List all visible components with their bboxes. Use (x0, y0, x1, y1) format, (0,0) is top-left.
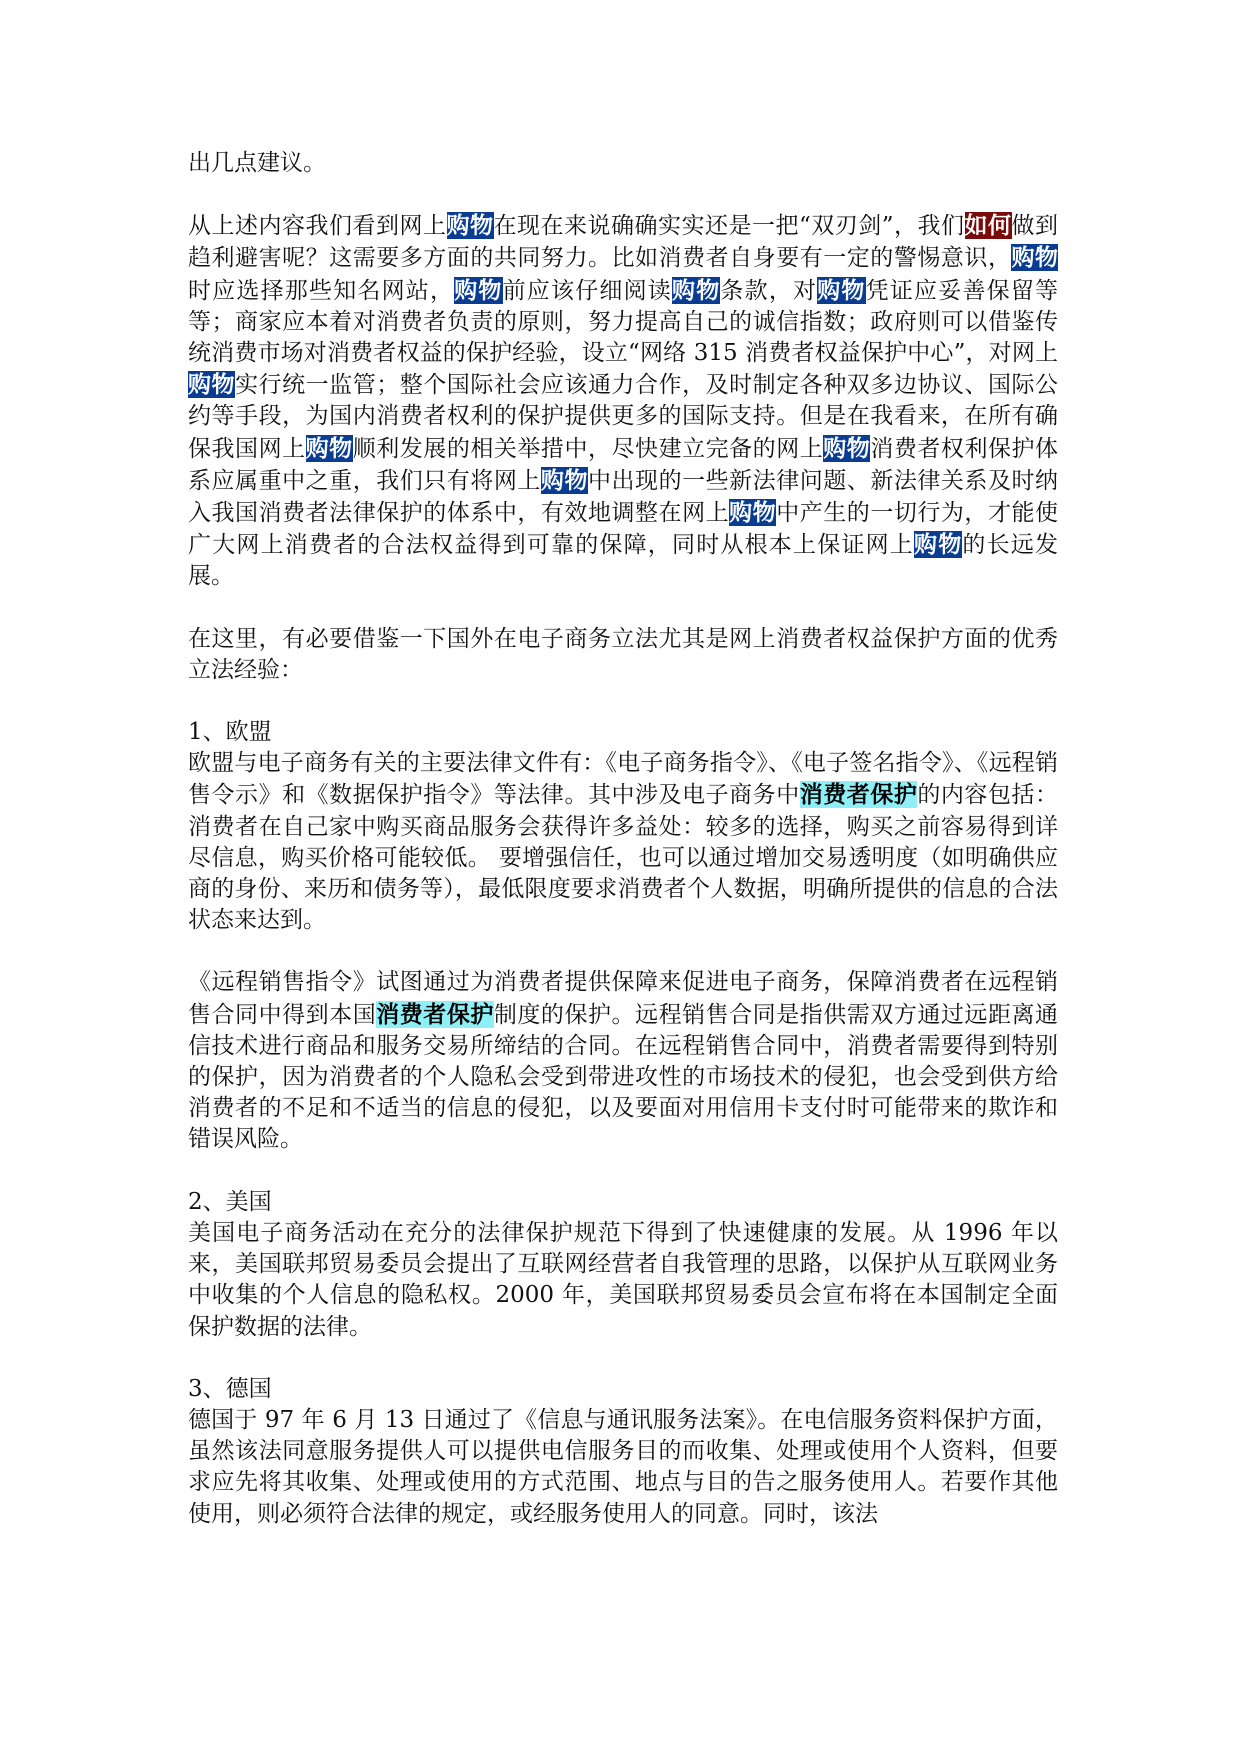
highlighted-term: 购物 (817, 276, 866, 304)
highlighted-term: 购物 (672, 276, 721, 304)
document-page (188, 148, 1058, 1530)
text-run: 出几点建议。 (188, 150, 326, 176)
intro-line (188, 148, 1058, 179)
text-run: 《远程销售指令》试图通过为消费者提供保障来促进电子商务，保障消费者在远程销售合同中得到本国 (188, 969, 1058, 1028)
text-run: 1、欧盟 (188, 719, 272, 746)
paragraph-double-edged (188, 210, 1058, 592)
text-run: 3、德国 (188, 1375, 272, 1402)
paragraph-eu-laws (188, 748, 1058, 936)
highlighted-term: 购物 (823, 434, 871, 462)
highlighted-term: 购物 (729, 499, 777, 527)
text-run: 美国电子商务活动在充分的法律保护规范下得到了快速健康的发展。从 1996 年以来，美国联邦贸易委员会提出了互联网经营者自我管理的思路，以保护从互联网业务中收集的个人信息的隐私权。2000 年，美国联邦贸易委员会宣布将在本国制定全面保护数据的法律。 (188, 1219, 1058, 1340)
text-run: 条款，对 (720, 277, 818, 304)
text-run: 顺利发展的相关举措中，尽快建立完备的网上 (352, 435, 824, 462)
paragraph-foreign-experience (188, 624, 1058, 686)
text-run: 德国于 97 年 6 月 13 日通过了《信息与通讯服务法案》。在电信服务资料保护方面，虽然该法同意服务提供人可以提供电信服务目的而收集、处理或使用个人资料，但要求应先将其收集、处理或使用的方式范围、地点与目的告之服务使用人。若要作其他使用，则必须符合法律的规定，或经服务使用人的同意。同时，该法 (188, 1406, 1058, 1527)
highlighted-term: 购物 (1011, 244, 1059, 272)
highlighted-term: 购物 (188, 371, 236, 399)
highlighted-term: 购物 (305, 434, 353, 462)
text-run: 在现在来说确确实实还是一把“双刃剑”，我们 (493, 213, 965, 240)
highlighted-term: 购物 (446, 212, 494, 240)
text-run: 中产生的一切行为，才能使广大网上消费者的合法权益得到可靠的保障，同时从根本上保证网上 (188, 500, 1059, 559)
paragraph-distance-selling (188, 967, 1058, 1155)
heading-germany (188, 1374, 1058, 1405)
text-run: 欧盟与电子商务有关的主要法律文件有：《电子商务指令》、《电子签名指令》、《远程销售令示》和《数据保护指令》等法律。其中涉及电子商务中 (188, 750, 1058, 809)
text-run: 的内容包括：消费者在自己家中购买商品服务会获得许多益处：较多的选择，购买之前容易得到详尽信息，购买价格可能较低。 要增强信任，也可以通过增加交易透明度（如明确供应商的身份、来历和债务等），最低限度要求消费者个人数据，明确所提供的信息的合法状态来达到。 (188, 782, 1059, 934)
heading-eu (188, 717, 1058, 748)
text-run: 中出现的一些新法律问题、新法律关系及时纳入我国消费者法律保护的体系中，有效地调整在网上 (188, 467, 1059, 527)
text-run: 凭证应妥善保留等等；商家应本着对消费者负责的原则，努力提高自己的诚信指数；政府则可以借鉴传统消费市场对消费者权益的保护经验，设立“网络 315 消费者权益保护中心”，对网上 (188, 277, 1059, 367)
text-run: 从上述内容我们看到网上 (188, 213, 447, 240)
highlighted-term: 购物 (914, 531, 963, 559)
text-run: 前应该仔细阅读 (502, 277, 673, 304)
heading-usa (188, 1187, 1058, 1218)
highlighted-term: 消费者保护 (376, 1000, 494, 1028)
text-run: 时应选择那些知名网站， (188, 277, 455, 304)
text-run: 做到趋利避害呢？这需要多方面的共同努力。比如消费者自身要有一定的警惕意识， (188, 213, 1058, 272)
paragraph-usa (188, 1218, 1058, 1343)
text-run: 消费者权利保护体系应属重中之重，我们只有将网上 (188, 435, 1059, 494)
highlighted-term: 消费者保护 (799, 781, 918, 809)
highlighted-term: 购物 (454, 276, 503, 304)
highlighted-term: 购物 (540, 466, 588, 494)
text-run: 2、美国 (188, 1188, 272, 1215)
paragraph-germany (188, 1405, 1058, 1530)
highlighted-term: 如何 (964, 212, 1012, 240)
text-run: 制度的保护。远程销售合同是指供需双方通过远距离通信技术进行商品和服务交易所缔结的合同。在远程销售合同中，消费者需要得到特别的保护，因为消费者的个人隐私会受到带进攻性的市场技术的侵犯，也会受到供方给消费者的不足和不适当的信息的侵犯，以及要面对用信用卡支付时可能带来的欺诈和错误风险。 (188, 1001, 1059, 1153)
text-run: 在这里，有必要借鉴一下国外在电子商务立法尤其是网上消费者权益保护方面的优秀立法经验： (188, 625, 1058, 683)
text-run: 实行统一监管；整个国际社会应该通力合作，及时制定各种双多边协议、国际公约等手段，为国内消费者权利的保护提供更多的国际支持。但是在我看来，在所有确保我国网上 (188, 372, 1059, 462)
text-run: 的长远发展。 (188, 532, 1059, 590)
